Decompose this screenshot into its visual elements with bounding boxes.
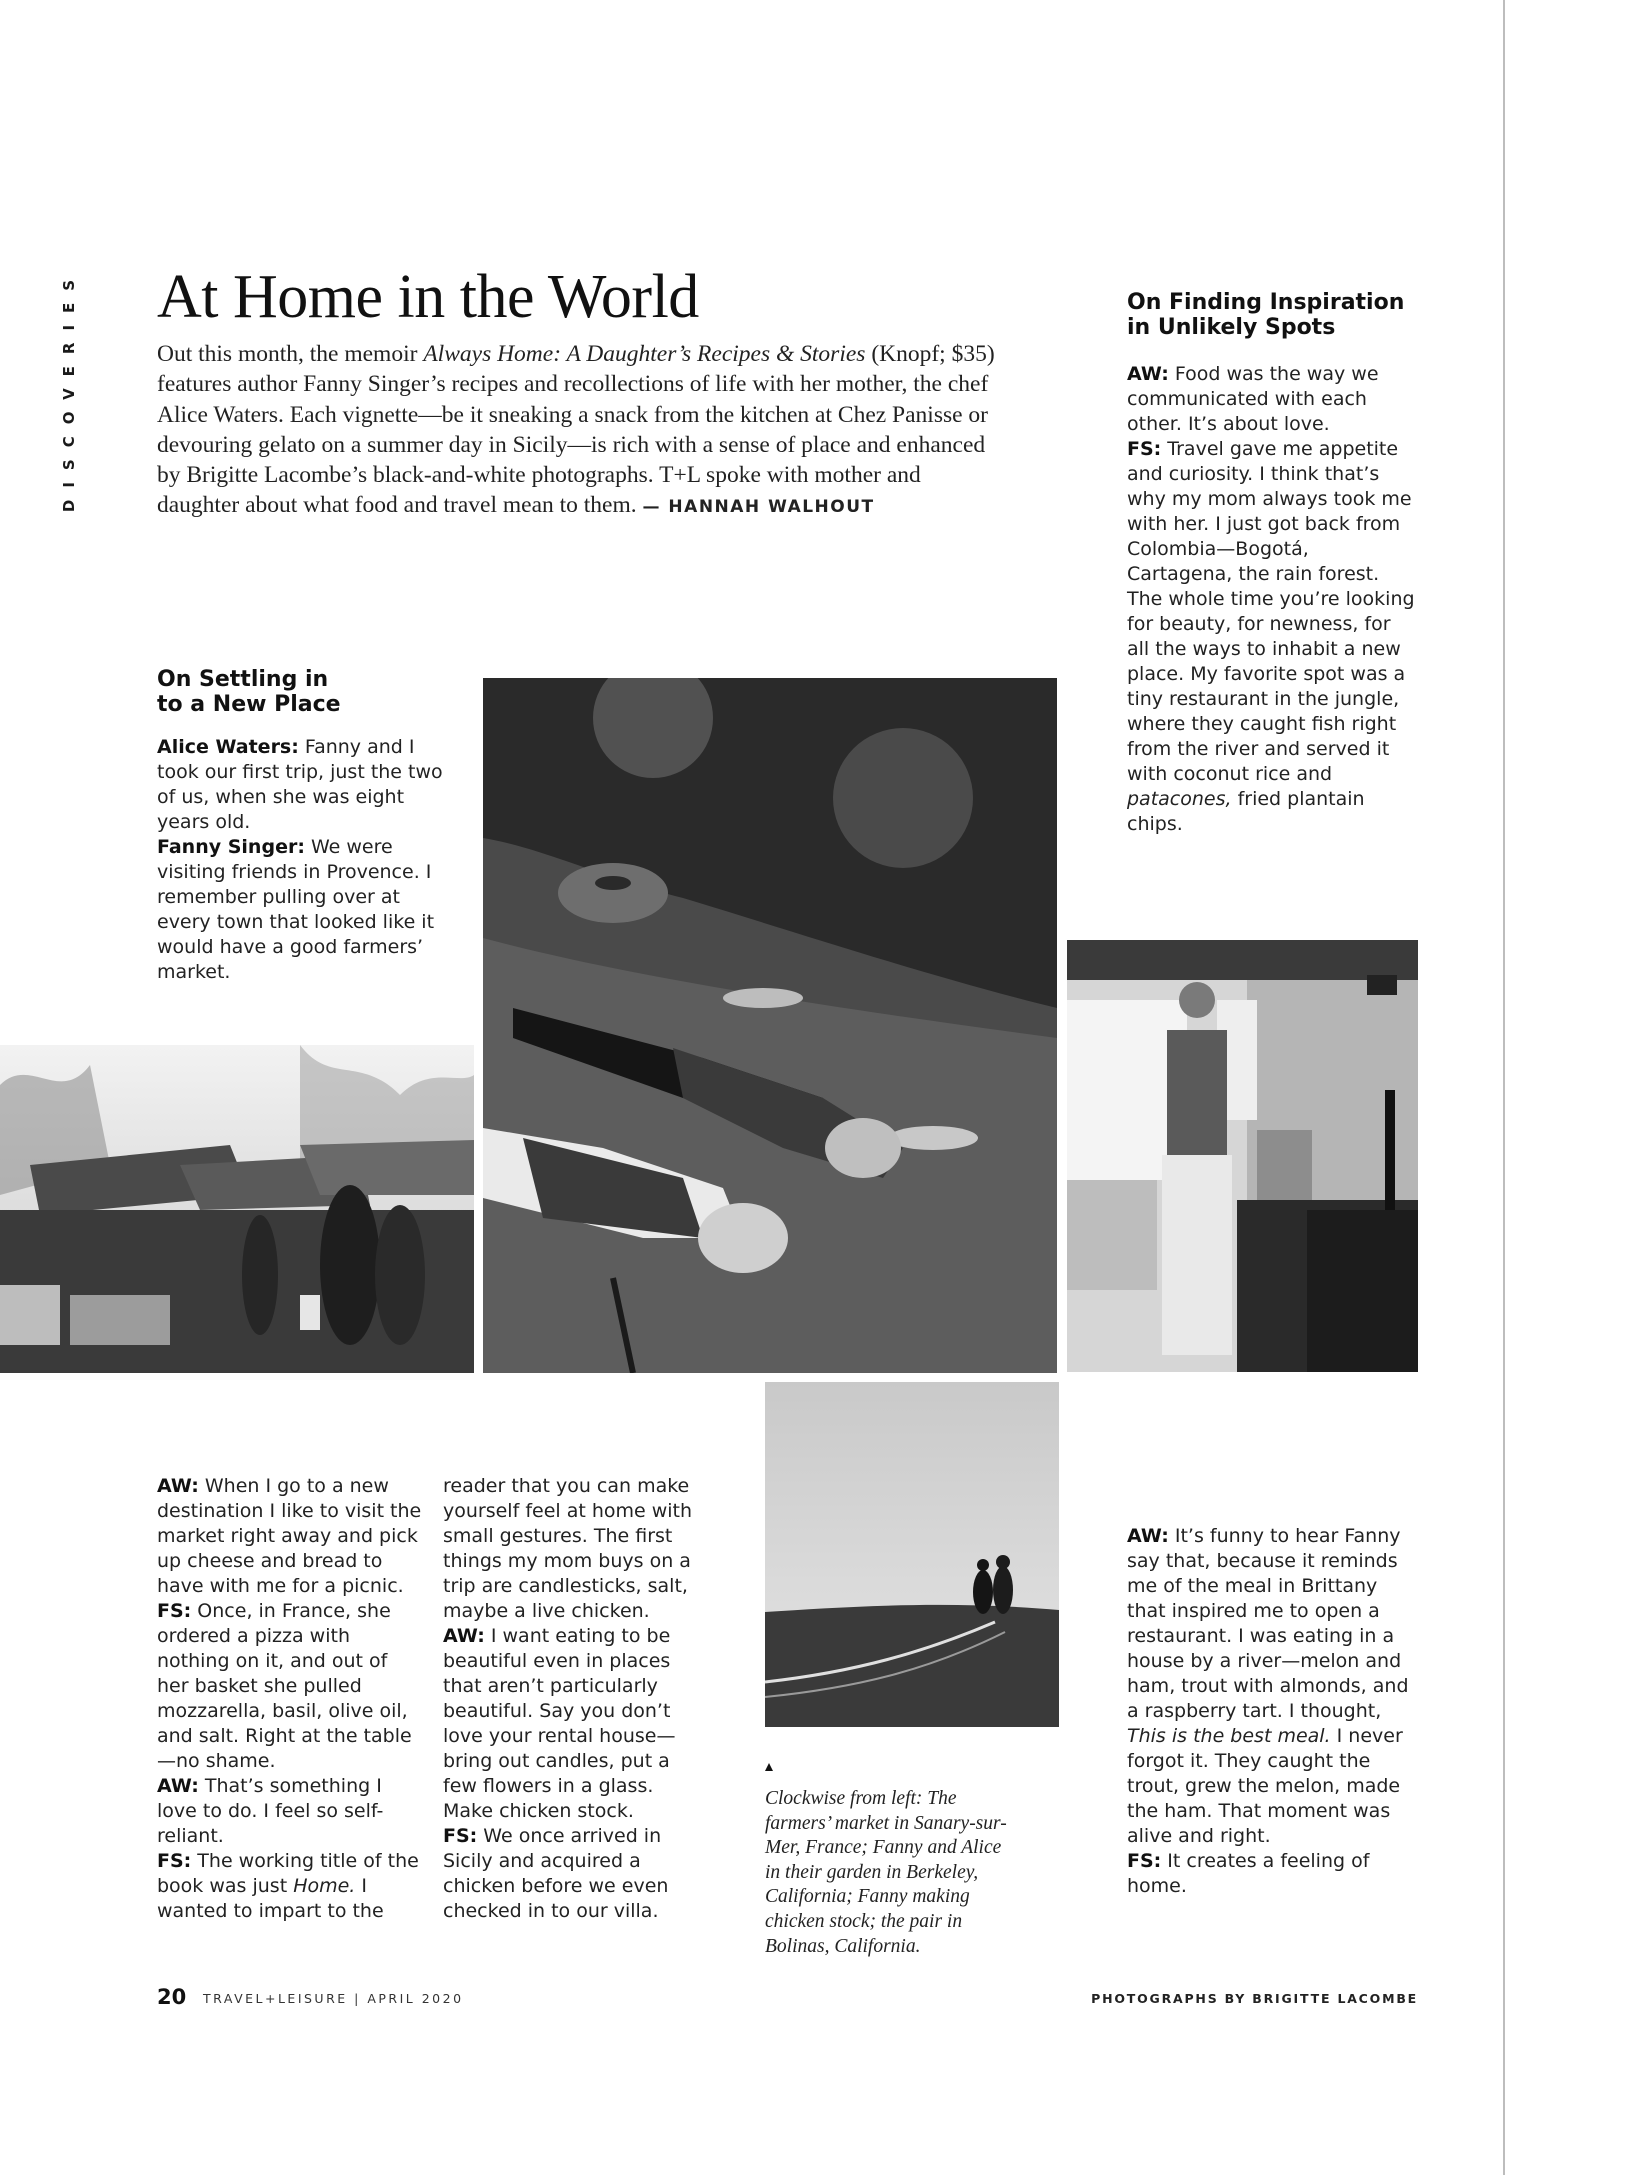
photo-credit: PHOTOGRAPHS BY BRIGITTE LACOMBE (1091, 1991, 1418, 2006)
intro-paragraph (157, 339, 997, 523)
byline: — HANNAH WALHOUT (642, 497, 875, 518)
article-headline: At Home in the World (157, 263, 699, 331)
section-tag: DISCOVERIES (60, 267, 78, 513)
photo-kitchen (1067, 940, 1418, 1372)
speaker-label: FS: (157, 1600, 192, 1622)
answer-text: I never forgot it. They caught the trout, grew the melon, made the ham. That moment was alive and right. (1127, 1725, 1403, 1847)
photo-farmers-market (0, 1045, 474, 1373)
answer-text: When I go to a new destination I like to visit the market right away and pick up cheese and bread to have with me for a picnic. (157, 1475, 422, 1597)
answer-text: It creates a feeling of home. (1127, 1850, 1370, 1897)
speaker-label: AW: (157, 1475, 199, 1497)
settling-heading (157, 667, 341, 717)
answer-text: Travel gave me appetite and curiosity. I think that’s why my mom always took me with her. I just got back from Colombia—Bogotá, Cartagena, the rain forest. The whole time you’re looking for beauty, for newness, for all the ways to inhabit a new place. My favorite spot was a tiny restaurant in the jungle, where they caught fish right from the river and served it with coconut rice and (1127, 438, 1415, 785)
photo-caption: Clockwise from left: The farmers’ market in Sanary-sur-Mer, France; Fanny and Alice in their garden in Berkeley, California; Fanny making chicken stock; the pair in Bolinas, California. (765, 1788, 1007, 1957)
inspiration-body (1127, 362, 1417, 837)
speaker-label: FS: (1127, 1850, 1162, 1872)
answer-text: Fanny and I took our first trip, just the two of us, when she was eight years old. (157, 736, 443, 833)
intro-body: (Knopf; $35) features author Fanny Singer’s recipes and recollections of life with her mother, the chef Alice Waters. Each vignette—be it sneaking a snack from the kitchen at Chez Panisse or devouring gelato on a summer day in Sicily—is rich with a sense of place and enhanced by Brigitte Lacombe’s black-and-white photographs. T+L spoke with mother and daughter about what food and travel mean to them. (157, 341, 995, 519)
speaker-label: AW: (157, 1775, 199, 1797)
page-edge-rule (1503, 0, 1505, 2175)
speaker-label: Fanny Singer: (157, 836, 305, 858)
answer-text: We were visiting friends in Provence. I remember pulling over at every town that looked like it would have a good farmers’ market. (157, 836, 435, 983)
speaker-label: FS: (1127, 438, 1162, 460)
photo-bolinas (765, 1382, 1059, 1727)
italic-term: Home. (293, 1875, 356, 1897)
speaker-label: AW: (1127, 363, 1169, 385)
speaker-label: FS: (157, 1850, 192, 1872)
answer-text: reader that you can make yourself feel at home with small gestures. The first things my mom buys on a trip are candlesticks, salt, maybe a live chicken. (443, 1475, 693, 1622)
inspiration-heading-line2: in Unlikely Spots (1127, 315, 1336, 340)
settling-body (157, 735, 447, 985)
settling-heading-line1: On Settling in (157, 667, 329, 692)
page-number: 20 (157, 1985, 187, 2009)
answer-text: fried plantain chips. (1127, 788, 1365, 835)
photo-garden (483, 678, 1057, 1373)
intro-lead: Out this month, the memoir (157, 341, 424, 367)
speaker-label: Alice Waters: (157, 736, 299, 758)
body-column-4 (1127, 1524, 1417, 1899)
answer-text: Once, in France, she ordered a pizza with nothing on it, and out of her basket she pulled mozzarella, basil, olive oil, and salt. Right at the table—no shame. (157, 1600, 412, 1772)
italic-term: This is the best meal. (1127, 1725, 1331, 1747)
speaker-label: FS: (443, 1825, 478, 1847)
answer-text: We once arrived in Sicily and acquired a chicken before we even checked in to our villa. (443, 1825, 669, 1922)
answer-text: It’s funny to hear Fanny say that, because it reminds me of the meal in Brittany that inspired me to open a restaurant. I was eating in a house by a river—melon and ham, trout with almonds, and a raspberry tart. I thought, (1127, 1525, 1409, 1722)
answer-text: I want eating to be beautiful even in places that aren’t particularly beautiful. Say you don’t love your rental house—bring out candles, put a few flowers in a glass. Make chicken stock. (443, 1625, 676, 1822)
italic-term: patacones, (1127, 788, 1232, 810)
caption-pointer-icon (765, 1763, 773, 1771)
inspiration-heading-line1: On Finding Inspiration (1127, 290, 1405, 315)
body-column-2 (443, 1474, 708, 1924)
inspiration-heading (1127, 290, 1404, 340)
speaker-label: AW: (1127, 1525, 1169, 1547)
answer-text: I wanted to impart to the (157, 1875, 384, 1922)
answer-text: The working title of the book was just (157, 1850, 419, 1897)
answer-text: Food was the way we communicated with each other. It’s about love. (1127, 363, 1379, 435)
answer-text: That’s something I love to do. I feel so self-reliant. (157, 1775, 384, 1847)
publication-info: TRAVEL+LEISURE | APRIL 2020 (203, 1991, 464, 2006)
settling-heading-line2: to a New Place (157, 692, 341, 717)
body-column-1 (157, 1474, 422, 1924)
speaker-label: AW: (443, 1625, 485, 1647)
book-title: Always Home: A Daughter’s Recipes & Stories (423, 341, 866, 367)
